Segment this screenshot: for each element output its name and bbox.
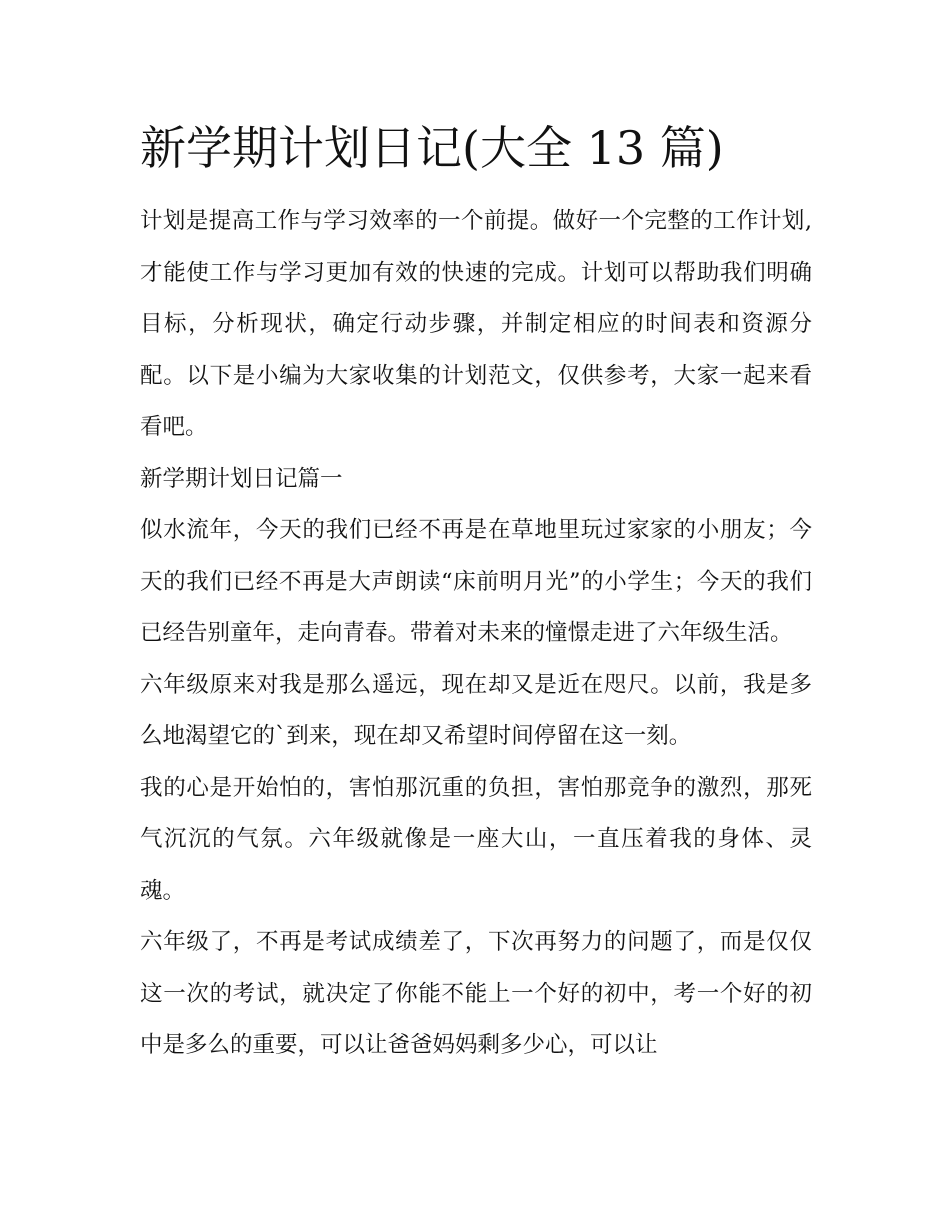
- body-paragraph: 我的心是开始怕的，害怕那沉重的负担，害怕那竞争的激烈，那死气沉沉的气氛。六年级就像是一座大山，一直压着我的身体、灵魂。: [140, 774, 812, 904]
- document-title: 新学期计划日记(大全 13 篇): [140, 121, 724, 175]
- intro-paragraph: 计划是提高工作与学习效率的一个前提。做好一个完整的工作计划,才能使工作与学习更加有效的快速的完成。计划可以帮助我们明确目标，分析现状，确定行动步骤，并制定相应的时间表和资源分配。以下是小编为大家收集的计划范文，仅供参考，大家一起来看看吧。: [140, 208, 812, 440]
- body-paragraph: 六年级原来对我是那么遥远，现在却又是近在咫尺。以前，我是多么地渴望它的`到来，现在却又希望时间停留在这一刻。: [140, 671, 812, 749]
- body-paragraph: 似水流年，今天的我们已经不再是在草地里玩过家家的小朋友；今天的我们已经不再是大声朗读“床前明月光”的小学生；今天的我们已经告别童年，走向青春。带着对未来的憧憬走进了六年级生活。: [140, 517, 812, 646]
- body-paragraph: 六年级了，不再是考试成绩差了，下次再努力的问题了，而是仅仅这一次的考试，就决定了你能不能上一个好的初中，考一个好的初中是多么的重要，可以让爸爸妈妈剩多少心，可以让: [140, 929, 812, 1058]
- section-heading: 新学期计划日记篇一: [140, 465, 343, 492]
- document-body: [140, 196, 812, 1072]
